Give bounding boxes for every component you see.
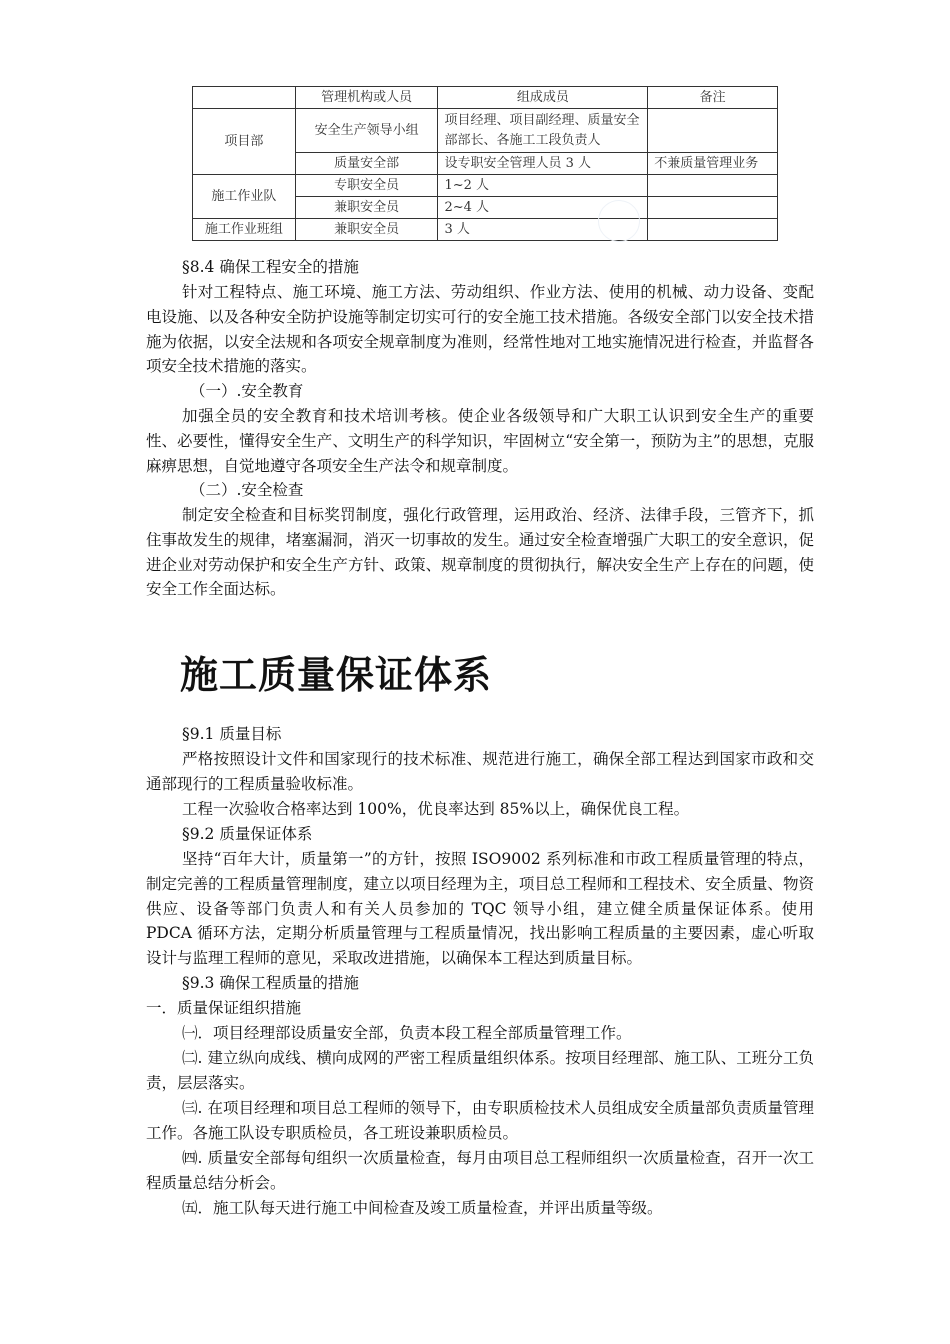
paragraph-8-4-intro: 针对工程特点、施工环境、施工方法、劳动组织、作业方法、使用的机械、动力设备、变配电设施、以及各种安全防护设施等制定切实可行的安全施工技术措施。各级安全部门以安全技术措施为依据，以安全法规和各项安全规章制度为准则，经常性地对工地实施情况进行检查，并监督各项安全技术措施的落实。	[146, 283, 814, 376]
section-heading-9-1: §9.1 质量目标	[182, 725, 282, 743]
section-heading-8-4: §8.4 确保工程安全的措施	[182, 258, 359, 276]
list-item: ㈤．施工队每天进行施工中间检查及竣工质量检查，并评出质量等级。	[182, 1199, 663, 1217]
table-cell-role: 安全生产领导小组	[295, 109, 438, 153]
table-cell-group: 项目部	[193, 109, 296, 175]
table-cell-role: 质量安全部	[295, 153, 438, 175]
paragraph-safety-inspection: 制定安全检查和目标奖罚制度，强化行政管理，运用政治、经济、法律手段，三管齐下，抓住事故发生的规律，堵塞漏洞，消灭一切事故的发生。通过安全检查增强广大职工的安全意识，促进企业对劳动保护和安全生产方针、政策、规章制度的贯彻执行，解决安全生产上存在的问题，使安全工作全面达标。	[146, 506, 814, 599]
safety-organization-table	[192, 86, 778, 241]
table-cell-role: 兼职安全员	[295, 197, 438, 219]
section-heading-9-2: §9.2 质量保证体系	[182, 825, 313, 843]
subheading-quality-organization: 一．质量保证组织措施	[146, 999, 302, 1017]
table-cell-members: 3 人	[438, 219, 648, 241]
table-cell-note	[648, 109, 778, 153]
paragraph-acceptance-rate: 工程一次验收合格率达到 100%，优良率达到 85%以上，确保优良工程。	[182, 800, 690, 818]
table-header-row	[193, 87, 778, 109]
table-header-cell: 管理机构或人员	[295, 87, 438, 109]
table-cell-members: 项目经理、项目副经理、质量安全部部长、各施工工段负责人	[438, 109, 648, 153]
table-row	[193, 109, 778, 153]
list-item: ㈠．项目经理部设质量安全部，负责本段工程全部质量管理工作。	[182, 1024, 632, 1042]
table-header-cell: 组成成员	[438, 87, 648, 109]
table-cell-members: 设专职安全管理人员 3 人	[438, 153, 648, 175]
table-cell-role: 专职安全员	[295, 175, 438, 197]
table-row	[193, 219, 778, 241]
table-cell-note	[648, 219, 778, 241]
paragraph-safety-education: 加强全员的安全教育和技术培训考核。使企业各级领导和广大职工认识到安全生产的重要性、必要性，懂得安全生产、文明生产的科学知识，牢固树立“安全第一，预防为主”的思想，克服麻痹思想，自觉地遵守各项安全生产法令和规章制度。	[146, 407, 814, 475]
subheading-safety-inspection: （二）.安全检查	[190, 481, 304, 499]
chapter-title: 施工质量保证体系	[180, 653, 493, 697]
paragraph-quality-target: 严格按照设计文件和国家现行的技术标准、规范进行施工，确保全部工程达到国家市政和交通部现行的工程质量验收标准。	[146, 750, 814, 793]
table-cell-members: 1~2 人	[438, 175, 648, 197]
table-cell-group: 施工作业班组	[193, 219, 296, 241]
table-header-cell	[193, 87, 296, 109]
subheading-safety-education: （一）.安全教育	[190, 382, 304, 400]
table-header-cell: 备注	[648, 87, 778, 109]
table-cell-note: 不兼质量管理业务	[648, 153, 778, 175]
table-cell-role: 兼职安全员	[295, 219, 438, 241]
section-heading-9-3: §9.3 确保工程质量的措施	[182, 974, 359, 992]
list-item: ㈡. 建立纵向成线、横向成网的严密工程质量组织体系。按项目经理部、施工队、工班分工负责，层层落实。	[146, 1049, 814, 1092]
table-cell-note	[648, 175, 778, 197]
table-cell-group: 施工作业队	[193, 175, 296, 219]
list-item: ㈣. 质量安全部每旬组织一次质量检查，每月由项目总工程师组织一次质量检查，召开一次工程质量总结分析会。	[146, 1149, 814, 1192]
table-cell-note	[648, 197, 778, 219]
table-cell-members: 2~4 人	[438, 197, 648, 219]
list-item: ㈢. 在项目经理和项目总工程师的领导下，由专职质检技术人员组成安全质量部负责质量管理工作。各施工队设专职质检员，各工班设兼职质检员。	[146, 1099, 814, 1142]
table-row	[193, 175, 778, 197]
paragraph-quality-system: 坚持“百年大计，质量第一”的方针，按照 ISO9002 系列标准和市政工程质量管理的特点，制定完善的工程质量管理制度，建立以项目经理为主，项目总工程师和工程技术、安全质量、物资供应、设备等部门负责人和有关人员参加的 TQC 领导小组，建立健全质量保证体系。使用 PDCA 循环方法，定期分析质量管理与工程质量情况，找出影响工程质量的主要因素，虚心听取设计与监理工程师的意见，采取改进措施，以确保本工程达到质量目标。	[146, 850, 814, 968]
